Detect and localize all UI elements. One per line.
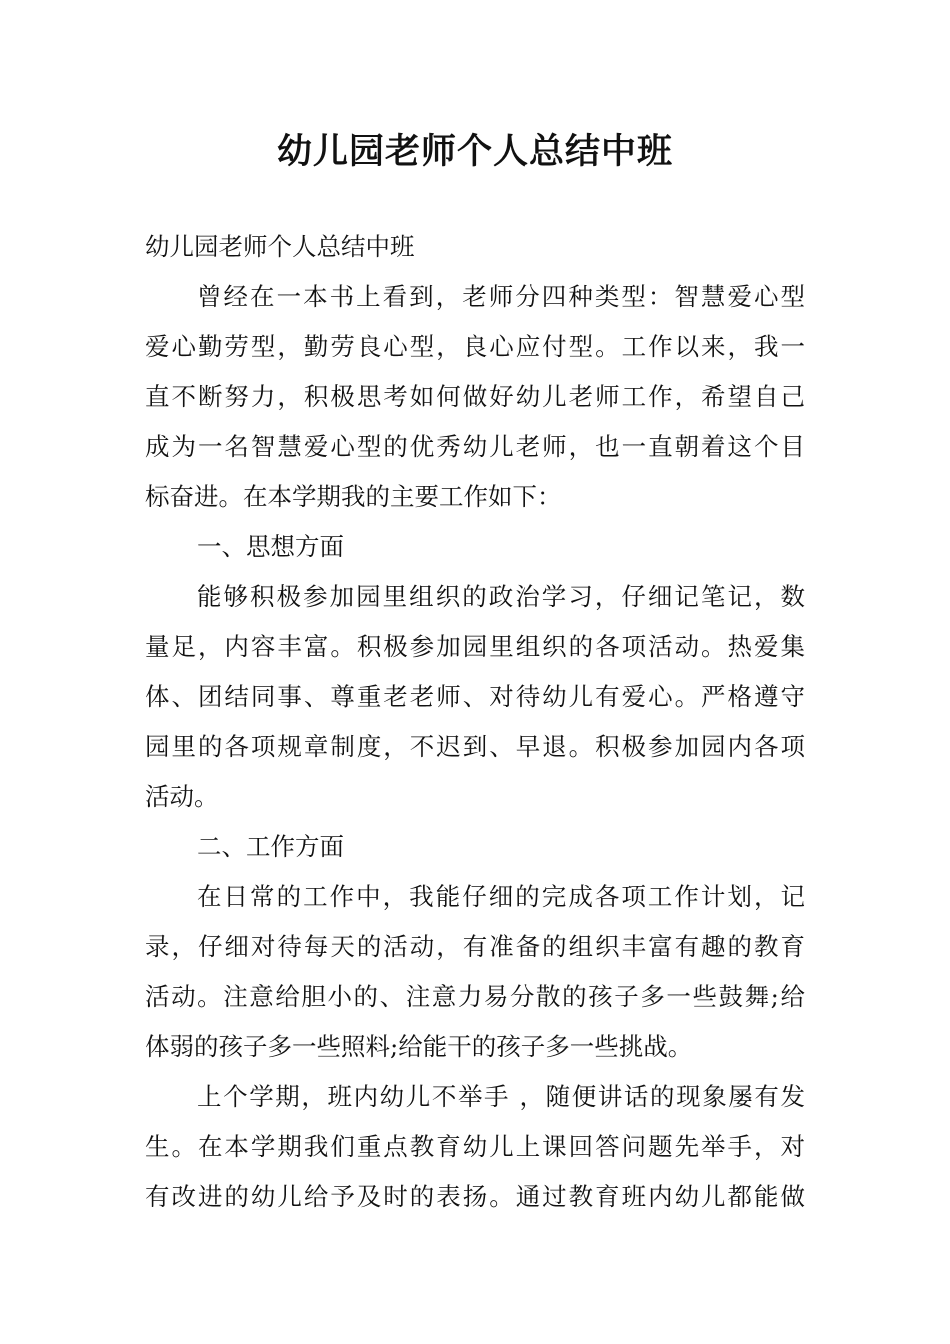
paragraph-line: 能够积极参加园里组织的政治学习，仔细记笔记，数 bbox=[197, 582, 805, 611]
paragraph-line: 体、团结同事、尊重老老师、对待幼儿有爱心。严格遵守 bbox=[145, 682, 805, 711]
paragraph-line: 量足，内容丰富。积极参加园里组织的各项活动。热爱集 bbox=[145, 632, 805, 661]
subtitle-line: 幼儿园老师个人总结中班 bbox=[145, 232, 415, 261]
paragraph-line: 上个学期，班内幼儿不举手 ，随便讲话的现象屡有发 bbox=[197, 1082, 805, 1111]
paragraph-line: 生。在本学期我们重点教育幼儿上课回答问题先举手，对 bbox=[145, 1132, 805, 1161]
paragraph-line: 活动。 bbox=[145, 782, 219, 811]
paragraph-line: 园里的各项规章制度，不迟到、早退。积极参加园内各项 bbox=[145, 732, 805, 761]
paragraph-line: 有改进的幼儿给予及时的表扬。通过教育班内幼儿都能做 bbox=[145, 1182, 805, 1211]
paragraph-line: 直不断努力，积极思考如何做好幼儿老师工作，希望自己 bbox=[145, 382, 805, 411]
paragraph-line: 活动。注意给胆小的、注意力易分散的孩子多一些鼓舞;给 bbox=[145, 982, 805, 1011]
paragraph-line: 在日常的工作中，我能仔细的完成各项工作计划，记 bbox=[197, 882, 805, 911]
paragraph-line: 曾经在一本书上看到，老师分四种类型：智慧爱心型 bbox=[197, 282, 805, 311]
paragraph-line: 体弱的孩子多一些照料;给能干的孩子多一些挑战。 bbox=[145, 1032, 693, 1061]
section-heading: 一、思想方面 bbox=[197, 532, 344, 561]
paragraph-line: 成为一名智慧爱心型的优秀幼儿老师，也一直朝着这个目 bbox=[145, 432, 805, 461]
paragraph-line: 录，仔细对待每天的活动，有准备的组织丰富有趣的教育 bbox=[145, 932, 805, 961]
paragraph-line: 爱心勤劳型，勤劳良心型，良心应付型。工作以来，我一 bbox=[145, 332, 805, 361]
document-title: 幼儿园老师个人总结中班 bbox=[276, 131, 673, 172]
document-body bbox=[145, 222, 805, 1222]
paragraph-line: 标奋进。在本学期我的主要工作如下： bbox=[145, 482, 562, 511]
section-heading: 二、工作方面 bbox=[197, 832, 344, 861]
